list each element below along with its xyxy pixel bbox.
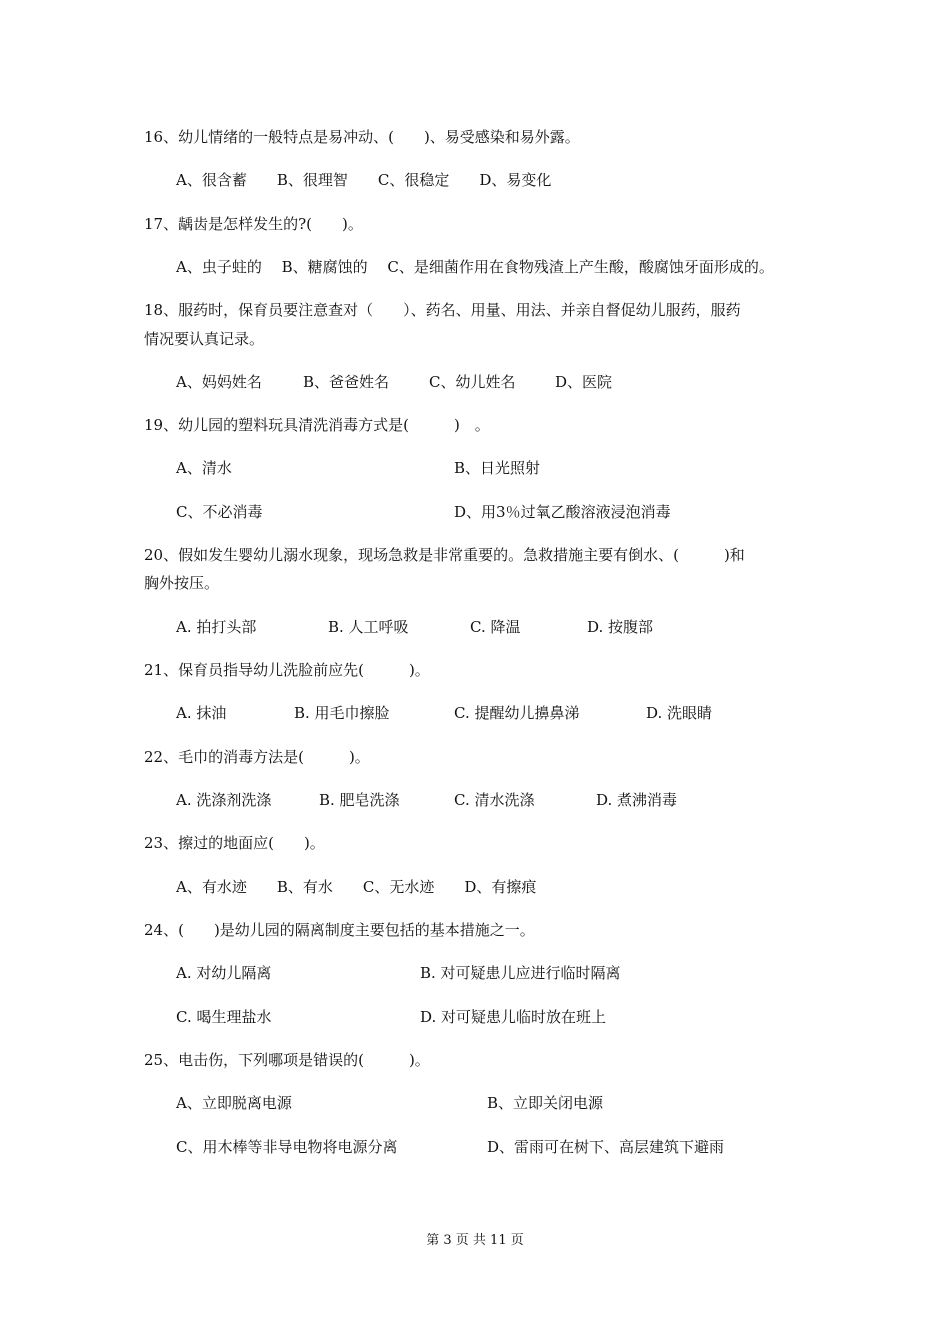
question-16-stem: 16、幼儿情绪的一般特点是易冲动、( )、易受感染和易外露。 — [144, 128, 580, 146]
question-22-option-d: D. 煮沸消毒 — [596, 791, 678, 809]
question-19-option-b: B、日光照射 — [454, 459, 541, 477]
question-20-stem: 20、假如发生婴幼儿溺水现象，现场急救是非常重要的。急救措施主要有倒水、( )和 — [144, 546, 745, 564]
question-19-stem: 19、幼儿园的塑料玩具清洗消毒方式是( ) 。 — [144, 416, 490, 434]
question-18-option-c: C、幼儿姓名 — [429, 373, 516, 391]
question-21-option-c: C. 提醒幼儿擤鼻涕 — [454, 704, 580, 722]
question-21-option-b: B. 用毛巾擦脸 — [294, 704, 390, 722]
question-19-option-d: D、用3％过氧乙酸溶液浸泡消毒 — [454, 503, 671, 521]
question-21-stem: 21、保育员指导幼儿洗脸前应先( )。 — [144, 661, 430, 679]
question-21-option-a: A. 抹油 — [176, 704, 227, 722]
question-18-stem-continued: 情况要认真记录。 — [144, 330, 265, 348]
question-21-option-d: D. 洗眼睛 — [646, 704, 713, 722]
question-19-option-c: C、不必消毒 — [176, 503, 263, 521]
question-23-options: A、有水迹 B、有水 C、无水迹 D、有擦痕 — [176, 878, 537, 896]
question-20-stem-continued: 胸外按压。 — [144, 574, 220, 592]
question-18-option-a: A、妈妈姓名 — [176, 373, 262, 391]
question-25-option-a: A、立即脱离电源 — [176, 1094, 292, 1112]
question-18-option-d: D、医院 — [555, 373, 613, 391]
question-25-stem: 25、电击伤，下列哪项是错误的( )。 — [144, 1051, 430, 1069]
question-19-option-a: A、清水 — [176, 459, 232, 477]
question-24-option-c: C. 喝生理盐水 — [176, 1008, 272, 1026]
question-25-option-b: B、立即关闭电源 — [487, 1094, 604, 1112]
question-24-stem: 24、( )是幼儿园的隔离制度主要包括的基本措施之一。 — [144, 921, 535, 939]
question-22-option-a: A. 洗涤剂洗涤 — [176, 791, 272, 809]
question-20-option-a: A. 拍打头部 — [176, 618, 257, 636]
question-25-option-d: D、雷雨可在树下、高层建筑下避雨 — [487, 1138, 725, 1156]
question-22-option-b: B. 肥皂洗涤 — [319, 791, 400, 809]
question-16-options: A、很含蓄 B、很理智 C、很稳定 D、易变化 — [176, 171, 552, 189]
question-20-option-b: B. 人工呼吸 — [328, 618, 409, 636]
question-22-option-c: C. 清水洗涤 — [454, 791, 535, 809]
question-20-option-d: D. 按腹部 — [587, 618, 654, 636]
question-24-option-d: D. 对可疑患儿临时放在班上 — [420, 1008, 607, 1026]
question-18-option-b: B、爸爸姓名 — [303, 373, 390, 391]
question-24-option-b: B. 对可疑患儿应进行临时隔离 — [420, 964, 621, 982]
question-25-option-c: C、用木棒等非导电物将电源分离 — [176, 1138, 398, 1156]
question-17-options: A、虫子蛀的 B、糖腐蚀的 C、是细菌作用在食物残渣上产生酸，酸腐蚀牙面形成的。 — [176, 258, 774, 276]
question-18-stem: 18、服药时，保育员要注意查对（ ）、药名、用量、用法、并亲自督促幼儿服药，服药 — [144, 301, 741, 319]
page-number-footer: 第 3 页 共 11 页 — [426, 1233, 524, 1248]
question-24-option-a: A. 对幼儿隔离 — [176, 964, 272, 982]
question-17-stem: 17、龋齿是怎样发生的?( )。 — [144, 215, 363, 233]
question-20-option-c: C. 降温 — [470, 618, 521, 636]
question-23-stem: 23、擦过的地面应( )。 — [144, 834, 325, 852]
question-22-stem: 22、毛巾的消毒方法是( )。 — [144, 748, 370, 766]
